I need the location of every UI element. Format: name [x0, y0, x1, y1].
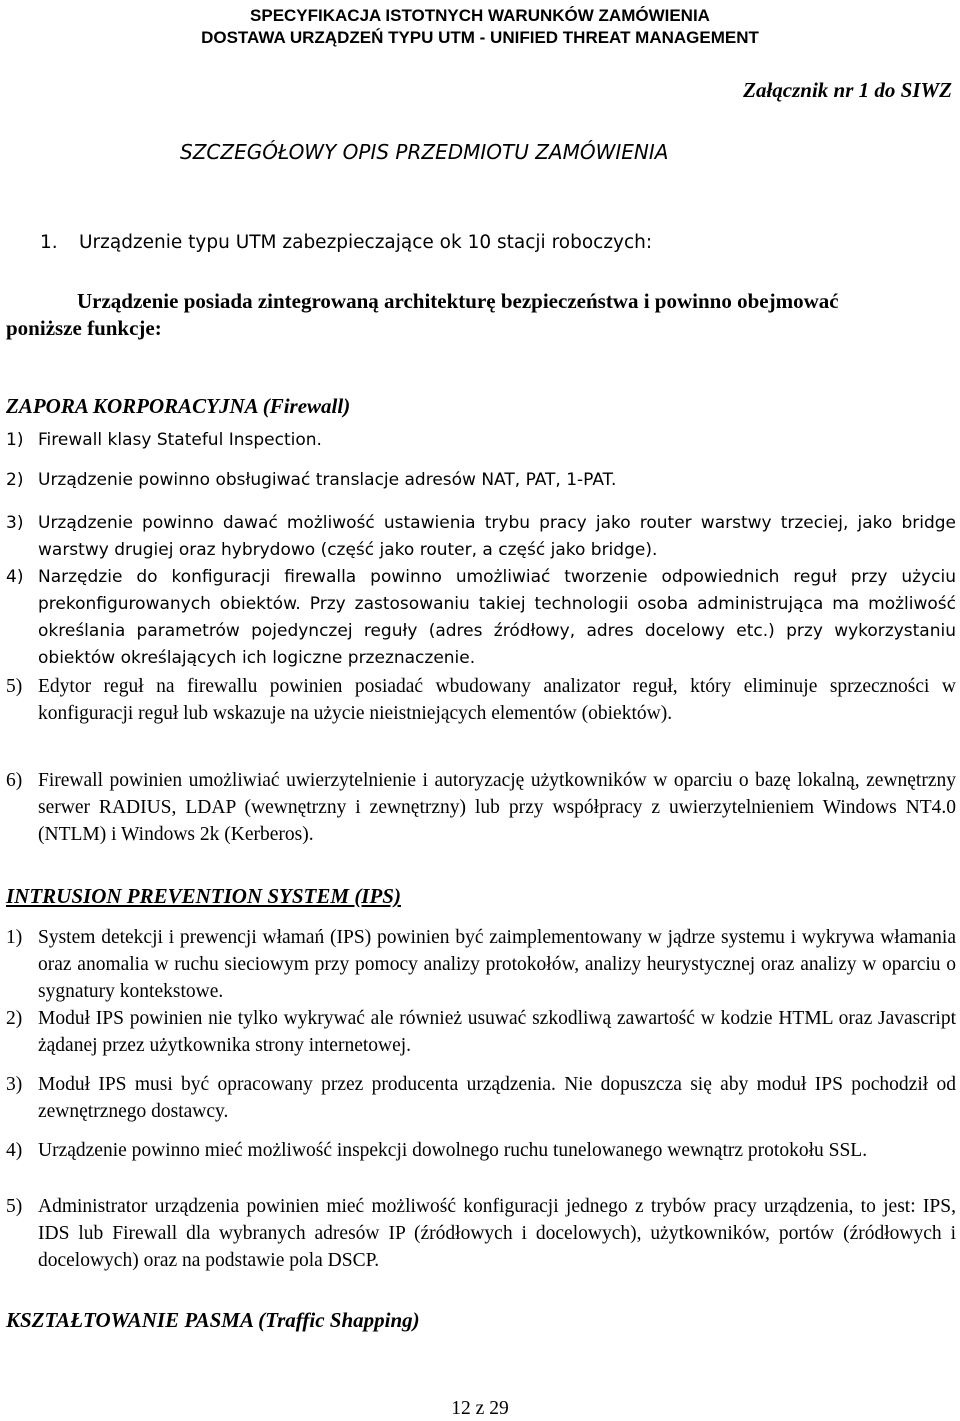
- section-number: 1.: [40, 232, 58, 253]
- header-line-1: SPECYFIKACJA ISTOTNYCH WARUNKÓW ZAMÓWIENIA: [250, 6, 710, 25]
- intro-line-2: poniższe funkcje:: [6, 316, 162, 340]
- list-item: [6, 924, 956, 1005]
- list-item: [6, 1193, 956, 1274]
- list-item: [6, 1071, 956, 1125]
- list-item-text: Moduł IPS musi być opracowany przez producenta urządzenia. Nie dopuszcza się aby moduł IPS pochodził od zewnętrznego dostawcy.: [38, 1074, 956, 1122]
- list-item: [6, 673, 956, 754]
- header-line-2: DOSTAWA URZĄDZEŃ TYPU UTM - UNIFIED THREAT MANAGEMENT: [201, 28, 759, 47]
- list-item: [6, 427, 956, 454]
- list-item-number: 6): [6, 770, 23, 791]
- list-item-number: 5): [6, 1196, 23, 1217]
- section-title: Urządzenie typu UTM zabezpieczające ok 10 stacji roboczych:: [79, 232, 653, 253]
- list-item-number: 1): [6, 927, 23, 948]
- list-item-text: Administrator urządzenia powinien mieć możliwość konfiguracji jednego z trybów pracy urządzenia, to jest: IPS, IDS lub Firewall dla wybranych adresów IP (źródłowych i docelowych), użytkowników, portów (źródłowych i docelowych) oraz na podstawie pola DSCP.: [38, 1196, 956, 1271]
- list-item-number: 3): [6, 1074, 23, 1095]
- list-item-number: 2): [6, 470, 24, 490]
- list-item-number: 2): [6, 1008, 23, 1029]
- list-item-text: Urządzenie powinno mieć możliwość inspekcji dowolnego ruchu tunelowanego wewnątrz protokołu SSL.: [38, 1140, 868, 1161]
- list-item: [6, 467, 956, 494]
- list-item-number: 4): [6, 567, 24, 587]
- list-item-text: Narzędzie do konfiguracji firewalla powinno umożliwiać tworzenie odpowiednich reguł przy użyciu prekonfigurowanych obiektów. Przy zastosowaniu takiej technologii osoba administrująca ma możliwość określania parametrów pojedynczej reguły (adres źródłowy, adres docelowy etc.) przy wykorzystaniu obiektów określających ich logiczne przeznaczenie.: [38, 567, 956, 668]
- list-item: [6, 564, 956, 672]
- list-item-text: Edytor reguł na firewallu powinien posiadać wbudowany analizator reguł, który eliminuje sprzeczności w konfiguracji reguł lub wskazuje na użycie nieistniejących elementów (obiektów).: [38, 676, 956, 724]
- list-item: [6, 767, 956, 848]
- list-item-text: System detekcji i prewencji włamań (IPS) powinien być zaimplementowany w jądrze systemu i wykrywa włamania oraz anomalia w ruchu sieciowym przy pomocy analizy protokołów, analizy heurystycznej oraz analizy w oparciu o sygnatury kontekstowe.: [38, 927, 956, 1002]
- list-item-text: Urządzenie powinno obsługiwać translacje adresów NAT, PAT, 1-PAT.: [38, 470, 617, 490]
- list-item: [6, 1137, 956, 1191]
- page-number: 12 z 29: [451, 1398, 509, 1419]
- document-title: SZCZEGÓŁOWY OPIS PRZEDMIOTU ZAMÓWIENIA: [180, 140, 669, 164]
- list-item: [6, 510, 956, 564]
- ips-heading: INTRUSION PREVENTION SYSTEM (IPS): [6, 884, 401, 908]
- firewall-heading: ZAPORA KORPORACYJNA (Firewall): [6, 394, 351, 418]
- list-item-number: 5): [6, 676, 23, 697]
- list-item-number: 4): [6, 1140, 23, 1161]
- list-item-number: 3): [6, 513, 24, 533]
- list-item: [6, 1005, 956, 1059]
- list-item-number: 1): [6, 430, 24, 450]
- shaping-heading: KSZTAŁTOWANIE PASMA (Traffic Shapping): [6, 1308, 420, 1332]
- list-item-text: Moduł IPS powinien nie tylko wykrywać ale również usuwać szkodliwą zawartość w kodzie HTML oraz Javascript żądanej przez użytkownika strony internetowej.: [38, 1008, 956, 1056]
- attachment-label: Załącznik nr 1 do SIWZ: [743, 78, 952, 102]
- list-item-text: Firewall powinien umożliwiać uwierzytelnienie i autoryzację użytkowników w oparciu o bazę lokalną, zewnętrzny serwer RADIUS, LDAP (wewnętrzny i zewnętrzny) lub przy współpracy z uwierzytelnieniem Windows NT4.0 (NTLM) i Windows 2k (Kerberos).: [38, 770, 956, 845]
- intro-line-1: Urządzenie posiada zintegrowaną architekturę bezpieczeństwa i powinno obejmować: [77, 289, 839, 313]
- list-item-text: Urządzenie powinno dawać możliwość ustawienia trybu pracy jako router warstwy trzeciej, jako bridge warstwy drugiej oraz hybrydowo (część jako router, a część jako bridge).: [38, 513, 956, 560]
- list-item-text: Firewall klasy Stateful Inspection.: [38, 430, 322, 450]
